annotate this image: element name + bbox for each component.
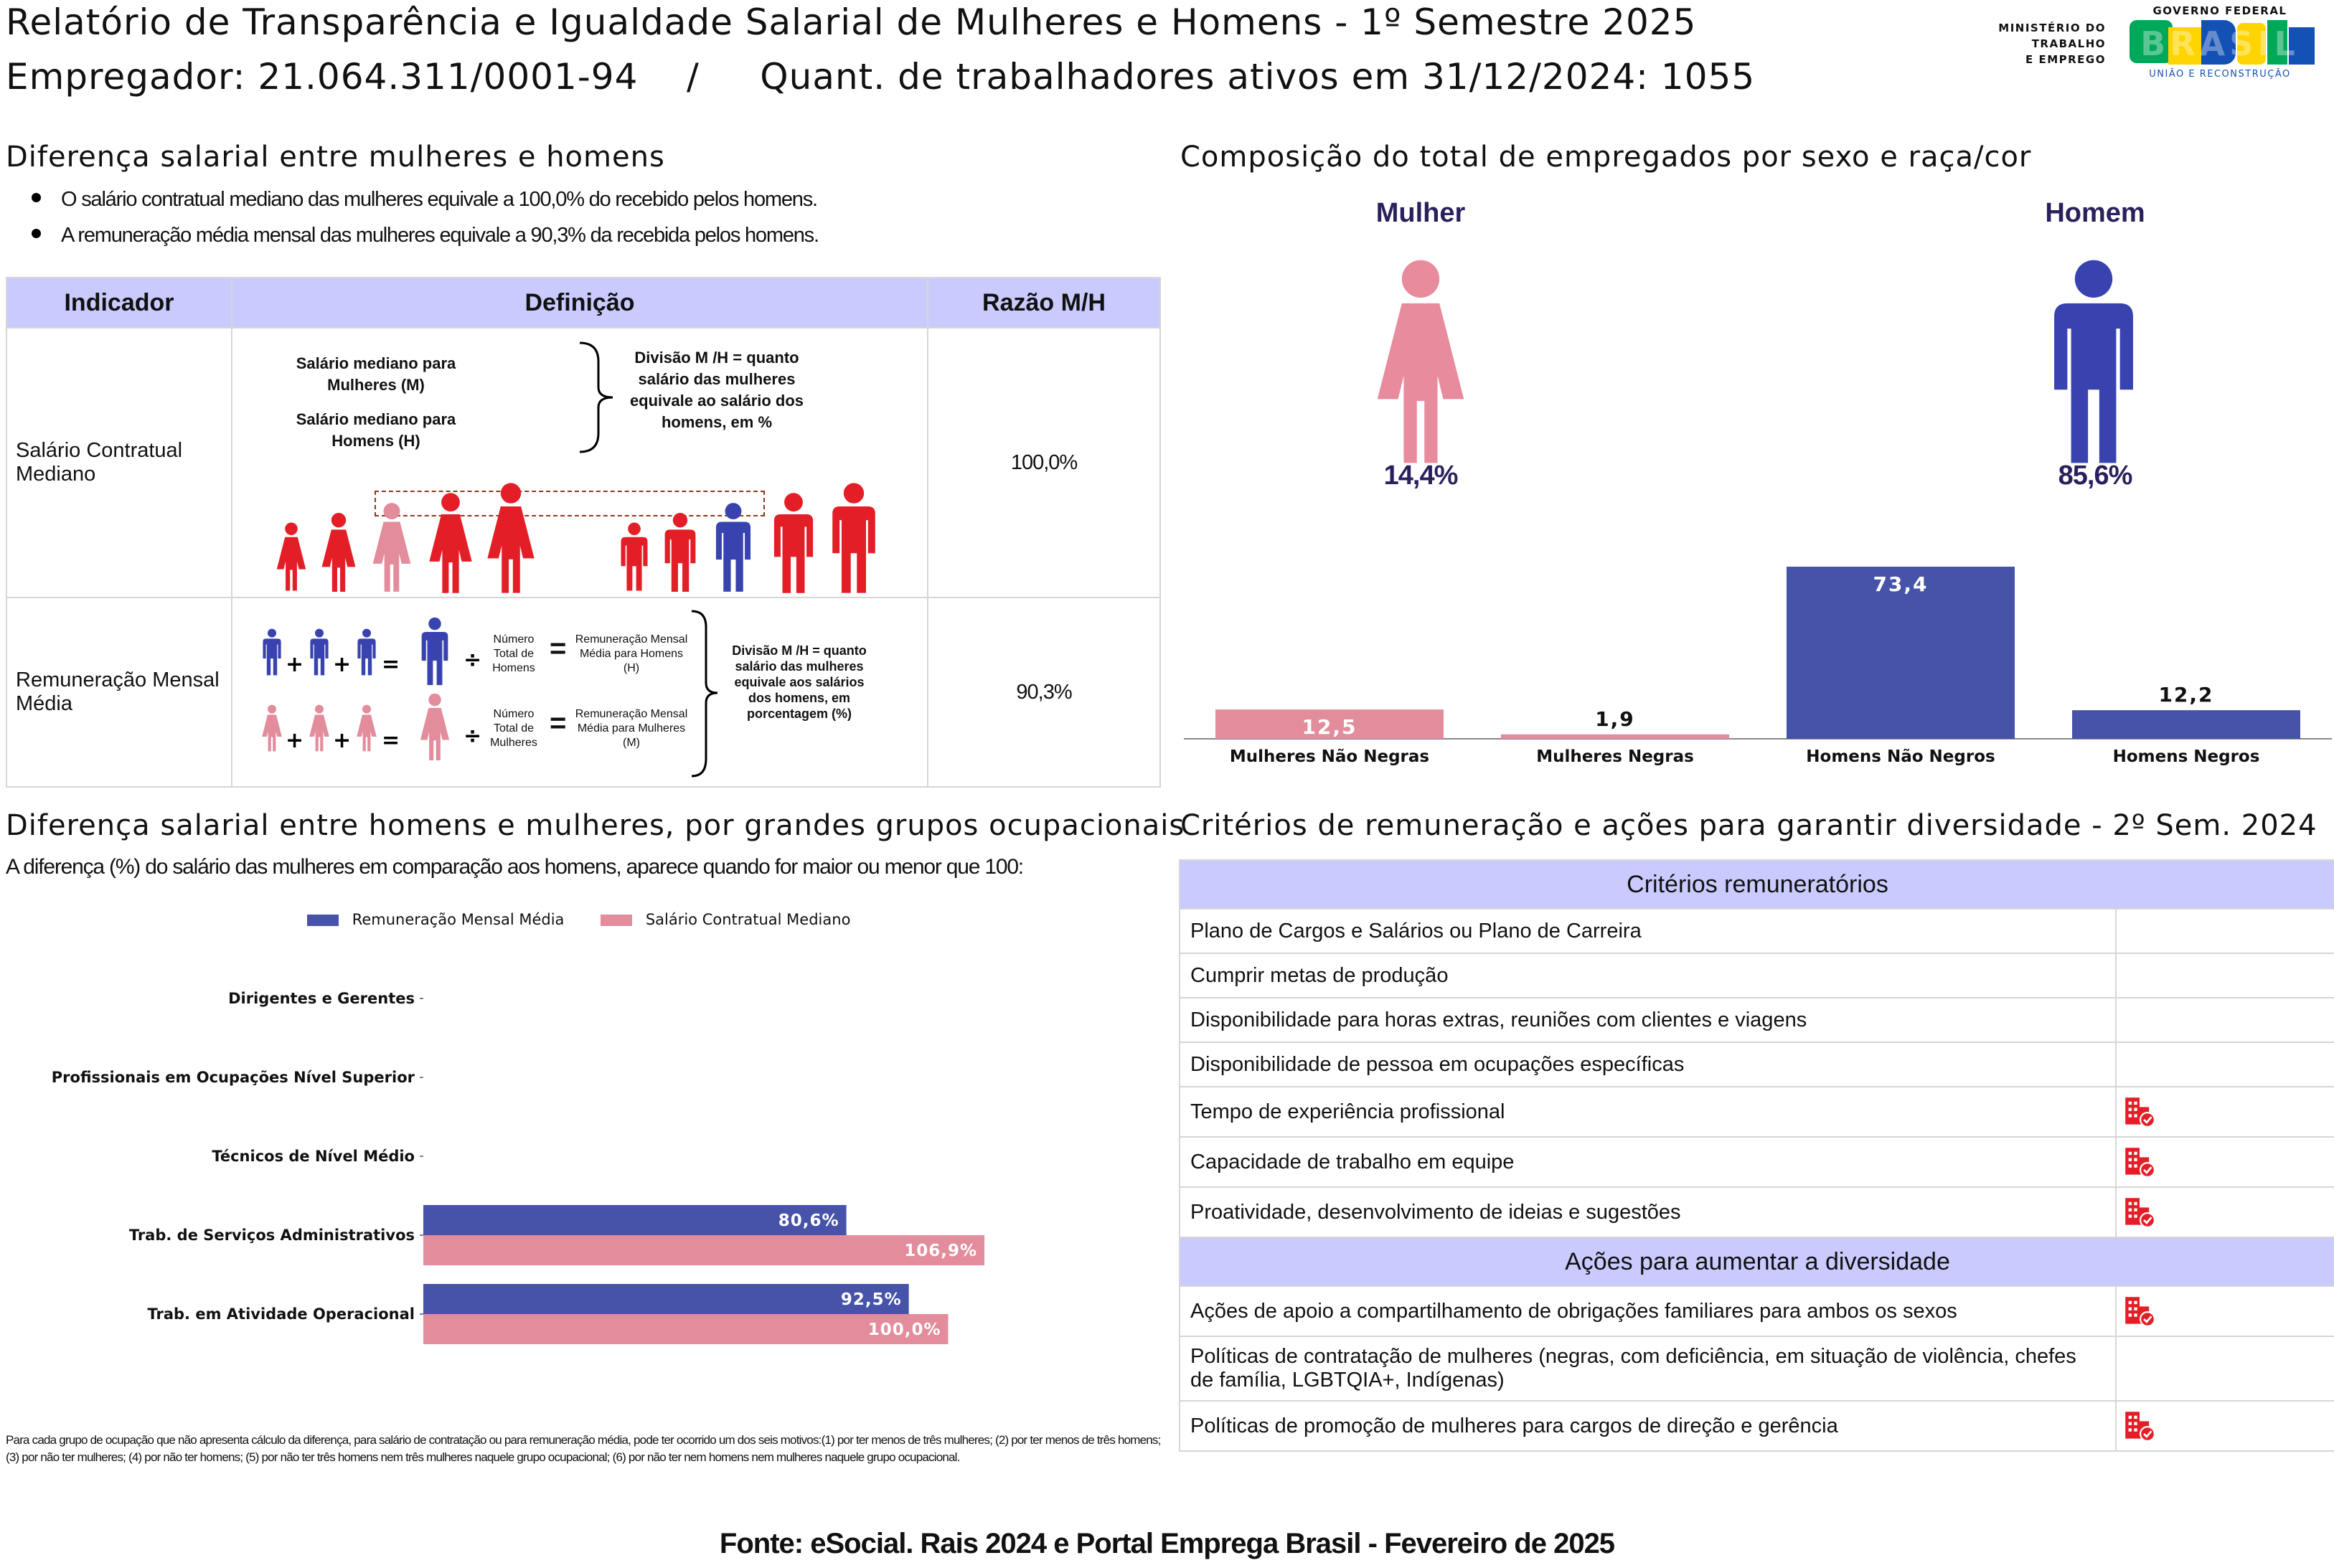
company-check-icon [2124, 1196, 2155, 1228]
criteria-row [1180, 1187, 2334, 1237]
woman-icon [309, 705, 329, 752]
ministry-line2: TRABALHO [2031, 37, 2106, 50]
woman-icon [262, 705, 282, 752]
svg-text:÷: ÷ [463, 648, 482, 673]
svg-text:+: + [286, 728, 304, 753]
occupational-bar-chart [0, 961, 1155, 1363]
category-label: Técnicos de Nível Médio [212, 1148, 415, 1165]
definition-contractual [232, 328, 928, 598]
bullet-contractual [32, 188, 817, 212]
bar-value-label: 73,4 [1873, 572, 1929, 596]
criteria-label: Disponibilidade para horas extras, reuniões com clientes e viagens [1180, 998, 2116, 1042]
occ-bar-remuneration [423, 1284, 909, 1314]
def-division-remuneration: Divisão M /H = quanto salário das mulheres equivale aos salários dos homens, em porcentagem (%) [732, 643, 867, 721]
occ-bar-value-label: 92,5% [840, 1290, 902, 1309]
man-icon [832, 483, 875, 592]
svg-text:=: = [382, 652, 400, 677]
criteria-row [1180, 1137, 2334, 1187]
bar-category-label: Mulheres Negras [1536, 747, 1694, 766]
criteria-label: Ações de apoio a compartilhamento de obrigações familiares para ambos os sexos [1180, 1286, 2116, 1336]
bar-3 [2072, 710, 2300, 739]
criteria-label: Proatividade, desenvolvimento de ideias e sugestões [1180, 1187, 2116, 1237]
bullet-text: O salário contratual mediano das mulheres equivale a 100,0% do recebido pelos homens. [61, 188, 817, 211]
gov-bottom-text: UNIÃO E RECONSTRUÇÃO [2149, 69, 2291, 80]
definition-remuneration [232, 598, 928, 787]
criteria-icon-cell [2116, 1401, 2334, 1451]
category-label: Profissionais em Ocupações Nível Superior [51, 1069, 415, 1086]
indicator-remuneration: Remuneração Mensal Média [6, 598, 232, 787]
company-check-icon [2124, 1096, 2155, 1128]
report-title: Relatório de Transparência e Igualdade Salarial de Mulheres e Homens - 1º Semestre 2025 [6, 1, 1697, 43]
occupational-title: Diferença salarial entre homens e mulheres, por grandes grupos ocupacionais [6, 809, 1185, 842]
svg-text:+: + [286, 652, 304, 677]
col-ratio: Razão M/H [928, 278, 1160, 328]
criteria-row [1180, 1042, 2334, 1087]
def-division-median: Divisão M /H = quanto salário das mulheres equivale ao salário dos homens, em % [629, 349, 804, 431]
criteria-icon-cell [2116, 1286, 2334, 1336]
bullet-dot [32, 193, 41, 202]
bar-category-label: Homens Não Negros [1806, 747, 1995, 766]
chart-legend [307, 911, 850, 928]
svg-text:+: + [333, 652, 352, 677]
criteria-row [1180, 1401, 2334, 1451]
svg-text:÷: ÷ [463, 724, 482, 749]
criteria-row [1180, 1087, 2334, 1137]
category-label: Trab. de Serviços Administrativos [128, 1227, 415, 1244]
criteria-icon-cell [2116, 1187, 2334, 1237]
bar-1 [1501, 735, 1729, 739]
svg-text:+: + [333, 728, 352, 753]
indicator-contractual: Salário Contratual Mediano [6, 328, 232, 598]
criteria-row [1180, 1286, 2334, 1336]
male-percent: 85,6% [2058, 461, 2132, 491]
company-check-icon [2124, 1146, 2155, 1178]
salary-diff-title: Diferença salarial entre mulheres e homens [6, 141, 665, 174]
legend-swatch-remuneration [307, 915, 339, 926]
man-icon [357, 629, 375, 676]
ministry-line3: E EMPREGO [2025, 53, 2106, 66]
col-indicator: Indicador [6, 278, 232, 328]
bar-value-label: 1,9 [1595, 707, 1635, 731]
company-check-icon [2124, 1410, 2155, 1442]
man-icon [263, 629, 281, 676]
criteria-icon-cell [2116, 909, 2334, 953]
criteria-label: Cumprir metas de produção [1180, 953, 2116, 998]
col-definition: Definição [232, 278, 928, 328]
footnote: Para cada grupo de ocupação que não apresenta cálculo da diferença, para salário de contratação ou para remuneração média, pode ter ocorrido um dos seis motivos:(1) por ter menos de três mulheres; (2) por ter menos de três homens; (3) por não ter mulheres; (4) por não ter homens; (5) por não ter três homens nem três mulheres naquele grupo ocupacional; (6) por não ter nem homens nem mulheres naquele grupo ocupacional. [6, 1433, 1161, 1464]
equals-sign: = [550, 633, 567, 664]
legend-remuneration: Remuneração Mensal Média [352, 911, 565, 928]
criteria-icon-cell [2116, 953, 2334, 998]
num-men-label: Número Total de Homens [492, 633, 535, 674]
criteria-icon-cell [2116, 1087, 2334, 1137]
occ-bar-value-label: 100,0% [867, 1321, 941, 1339]
category-label: Dirigentes e Gerentes [228, 990, 415, 1007]
criteria-icon-cell [2116, 1137, 2334, 1187]
bullet-remuneration [32, 224, 819, 247]
woman-icon [429, 493, 471, 592]
legend-swatch-contractual [601, 915, 632, 926]
diversity-header: Ações para aumentar a diversidade [1180, 1237, 2334, 1286]
criteria-label: Capacidade de trabalho em equipe [1180, 1137, 2116, 1187]
equals-sign: = [550, 707, 567, 739]
man-icon [665, 513, 696, 592]
ministry-logo [1970, 20, 2106, 67]
bullet-text: A remuneração média mensal das mulheres equivale a 90,3% da recebida pelos homens. [61, 224, 819, 247]
man-icon [310, 629, 328, 676]
criteria-row [1180, 1336, 2334, 1401]
bar-category-label: Homens Negros [2112, 747, 2260, 766]
ratio-remuneration: 90,3% [928, 598, 1160, 787]
composition-title: Composição do total de empregados por sexo e raça/cor [1180, 141, 2032, 174]
woman-icon [322, 513, 356, 592]
svg-text:=: = [382, 728, 400, 753]
occ-bar-value-label: 80,6% [778, 1212, 839, 1230]
company-check-icon [2124, 1295, 2155, 1327]
female-figure-icon [1362, 258, 1479, 465]
category-label: Trab. em Atividade Operacional [147, 1305, 415, 1323]
source-note: Fonte: eSocial. Rais 2024 e Portal Emprega Brasil - Fevereiro de 2025 [719, 1528, 1615, 1559]
bar-category-label: Mulheres Não Negras [1229, 747, 1430, 766]
criteria-label: Tempo de experiência profissional [1180, 1087, 2116, 1137]
woman-icon [373, 503, 411, 592]
male-label: Homem [2045, 198, 2145, 228]
woman-icon [420, 694, 449, 760]
legend-contractual: Salário Contratual Mediano [645, 911, 851, 928]
def-women-median: Salário mediano para Mulheres (M) [296, 354, 456, 394]
criteria-row [1180, 909, 2334, 953]
man-icon [422, 618, 448, 685]
government-logo [2117, 4, 2323, 83]
bar-value-label: 12,5 [1302, 715, 1357, 740]
median-people-illustration [276, 479, 893, 594]
rem-men-label: Remuneração Mensal Média para Homens (H) [575, 633, 688, 674]
brace-icon [577, 340, 620, 455]
female-percent: 14,4% [1383, 461, 1458, 491]
criteria-header: Critérios remuneratórios [1180, 860, 2334, 909]
woman-icon [277, 522, 306, 590]
bullet-dot [32, 229, 41, 238]
woman-icon [487, 483, 534, 592]
criteria-label: Políticas de promoção de mulheres para cargos de direção e gerência [1180, 1401, 2116, 1451]
criteria-icon-cell [2116, 1042, 2334, 1087]
criteria-row [1180, 953, 2334, 998]
female-label: Mulher [1375, 198, 1466, 228]
criteria-row [1180, 998, 2334, 1042]
ratio-contractual: 100,0% [928, 328, 1160, 598]
man-icon [774, 493, 813, 592]
criteria-table [1179, 859, 2334, 1452]
occupational-subtitle: A diferença (%) do salário das mulheres em comparação aos homens, aparece quando for maior ou menor que 100: [6, 855, 1023, 879]
man-icon [716, 503, 750, 592]
criteria-icon-cell [2116, 998, 2334, 1042]
remuneration-equation-illustration [261, 617, 491, 760]
ministry-line1: MINISTÉRIO DO [1998, 22, 2106, 34]
rem-women-label: Remuneração Mensal Média para Mulheres (M) [575, 708, 688, 749]
criteria-label: Disponibilidade de pessoa em ocupações específicas [1180, 1042, 2116, 1087]
woman-icon [357, 705, 377, 752]
def-men-median: Salário mediano para Homens (H) [296, 410, 456, 450]
criteria-title: Critérios de remuneração e ações para garantir diversidade - 2º Sem. 2024 [1180, 809, 2317, 842]
employer-info: Empregador: 21.064.311/0001-94 / Quant. de trabalhadores ativos em 31/12/2024: 1055 [6, 56, 1756, 98]
gov-word: BRASIL [2140, 24, 2300, 63]
criteria-icon-cell [2116, 1336, 2334, 1401]
man-icon [621, 522, 648, 590]
occ-bar-value-label: 106,9% [904, 1242, 977, 1260]
criteria-label: Plano de Cargos e Salários ou Plano de Carreira [1180, 909, 2116, 953]
bar-value-label: 12,2 [2158, 683, 2214, 707]
occ-bar-contractual [423, 1235, 984, 1265]
composition-bar-chart [1184, 559, 2332, 775]
gov-top-text: GOVERNO FEDERAL [2152, 4, 2287, 17]
num-women-label: Número Total de Mulheres [490, 708, 537, 749]
indicator-table [6, 277, 1161, 788]
criteria-label: Políticas de contratação de mulheres (negras, com deficiência, em situação de violência, chefes de família, LGBTQIA+, Indígenas) [1180, 1336, 2116, 1401]
brace-icon [689, 608, 725, 780]
male-figure-icon [2035, 258, 2152, 465]
